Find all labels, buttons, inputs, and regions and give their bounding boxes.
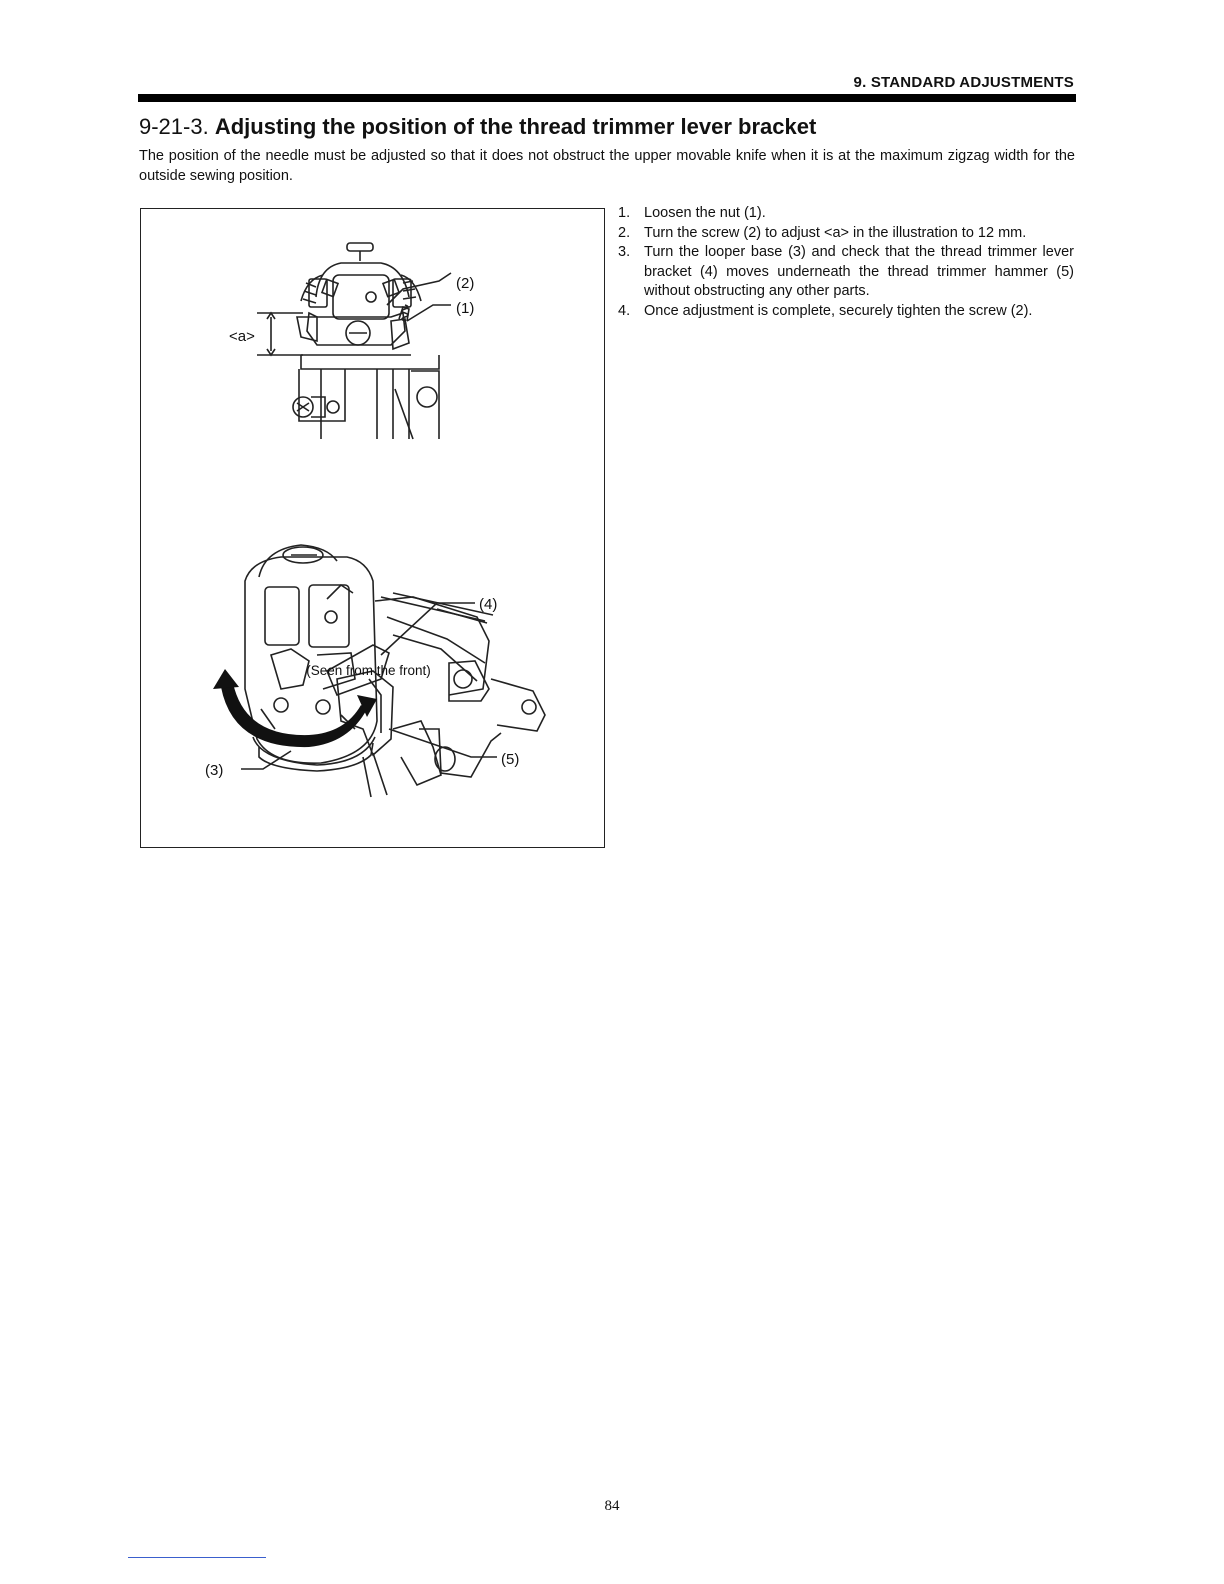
callout-1: (1) (456, 300, 475, 317)
step-item (616, 204, 1074, 224)
procedure-steps (616, 204, 1074, 321)
step-item (616, 243, 1074, 302)
callout-3: (3) (205, 762, 224, 779)
step-number: 1. (618, 205, 631, 221)
callout-5: (5) (501, 751, 520, 768)
section-heading: Adjusting the position of the thread trimmer lever bracket (214, 114, 817, 139)
step-number: 3. (618, 244, 631, 260)
page-number: 84 (604, 1498, 620, 1514)
step-text: Turn the looper base (3) and check that the thread trimmer lever bracket (4) moves underneath the thread trimmer hammer (5) without obstructing any other parts. (644, 244, 1074, 299)
step-item (616, 224, 1074, 244)
step-text: Once adjustment is complete, securely tighten the screw (2). (644, 302, 1033, 319)
step-number: 4. (618, 302, 631, 319)
section-title (139, 114, 816, 140)
figure-caption: (Seen from the front) (306, 663, 431, 678)
illustration-frame (140, 208, 605, 848)
rotation-arrow (213, 669, 377, 747)
header-rule (138, 94, 1076, 102)
mechanism-illustration (141, 209, 604, 847)
front-view-drawing (257, 243, 451, 439)
callout-2: (2) (456, 275, 475, 292)
intro-paragraph: The position of the needle must be adjusted so that it does not obstruct the upper movable knife when it is at the maximum zigzag width for the outside sewing position. (139, 148, 1075, 184)
step-text: Loosen the nut (1). (644, 205, 766, 221)
footer-rule (128, 1557, 266, 1558)
step-number: 2. (618, 224, 631, 241)
running-header: 9. STANDARD ADJUSTMENTS (853, 74, 1074, 91)
dimension-a-label: <a> (229, 328, 255, 345)
step-item (616, 302, 1074, 322)
step-text: Turn the screw (2) to adjust <a> in the illustration to 12 mm. (644, 224, 1027, 241)
section-number: 9-21-3. (139, 114, 209, 139)
callout-4: (4) (479, 596, 498, 613)
